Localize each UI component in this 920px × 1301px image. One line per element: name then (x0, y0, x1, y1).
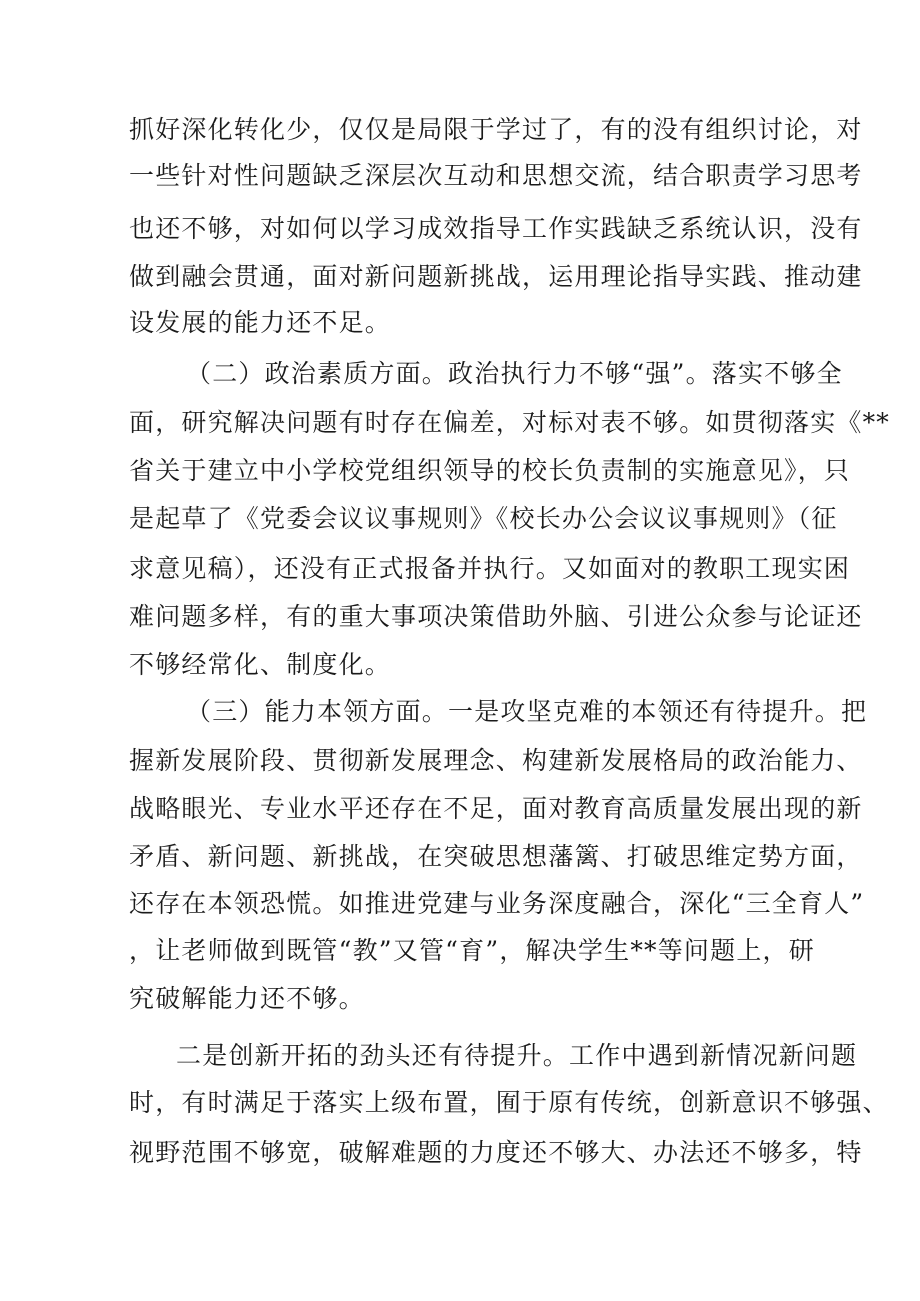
paragraph-heading-line: （三）能力本领方面。一是攻坚克难的本领还有待提升。把 (186, 697, 868, 726)
text-line: 战略眼光、专业水平还存在不足，面对教育高质量发展出现的新 (129, 794, 863, 823)
text-line: 设发展的能力还不足。 (129, 308, 392, 337)
text-line: 面，研究解决问题有时存在偏差，对标对表不够。如贯彻落实《** (129, 408, 891, 437)
text-line: 时，有时满足于落实上级布置，囿于原有传统，创新意识不够强、 (129, 1088, 889, 1117)
text-line: 矛盾、新问题、新挑战，在突破思想藩篱、打破思维定势方面， (129, 842, 863, 871)
text-line: 是起草了《党委会议议事规则》《校长办公会议议事规则》（征 (129, 504, 838, 533)
text-line: ，让老师做到既管“教”又管“育”，解决学生**等问题上，研 (129, 936, 815, 965)
text-line: 还存在本领恐慌。如推进党建与业务深度融合，深化“三全育人” (129, 889, 865, 918)
text-line: 不够经常化、制度化。 (129, 650, 392, 679)
text-line: 难问题多样，有的重大事项决策借助外脑、引进公众参与论证还 (129, 602, 863, 631)
text-line: 求意见稿），还没有正式报备并执行。又如面对的教职工现实困 (129, 554, 851, 583)
text-line: 省关于建立中小学校党组织领导的校长负责制的实施意见》，只 (129, 456, 851, 485)
text-line: 究破解能力还不够。 (129, 984, 365, 1013)
paragraph-heading-line: （二）政治素质方面。政治执行力不够“强”。落实不够全 (186, 359, 843, 388)
text-line: 握新发展阶段、贯彻新发展理念、构建新发展格局的政治能力、 (129, 746, 863, 775)
text-line: 抓好深化转化少，仅仅是局限于学过了，有的没有组织讨论，对 (129, 115, 863, 144)
text-line: 做到融会贯通，面对新问题新挑战，运用理论指导实践、推动建 (129, 262, 863, 291)
text-line: 也还不够，对如何以学习成效指导工作实践缺乏系统认识，没有 (129, 214, 863, 243)
paragraph-start-line: 二是创新开拓的劲头还有待提升。工作中遇到新情况新问题 (176, 1041, 858, 1070)
text-line: 视野范围不够宽，破解难题的力度还不够大、办法还不够多，特 (129, 1138, 863, 1167)
text-line: 一些针对性问题缺乏深层次互动和思想交流，结合职责学习思考 (129, 161, 863, 190)
